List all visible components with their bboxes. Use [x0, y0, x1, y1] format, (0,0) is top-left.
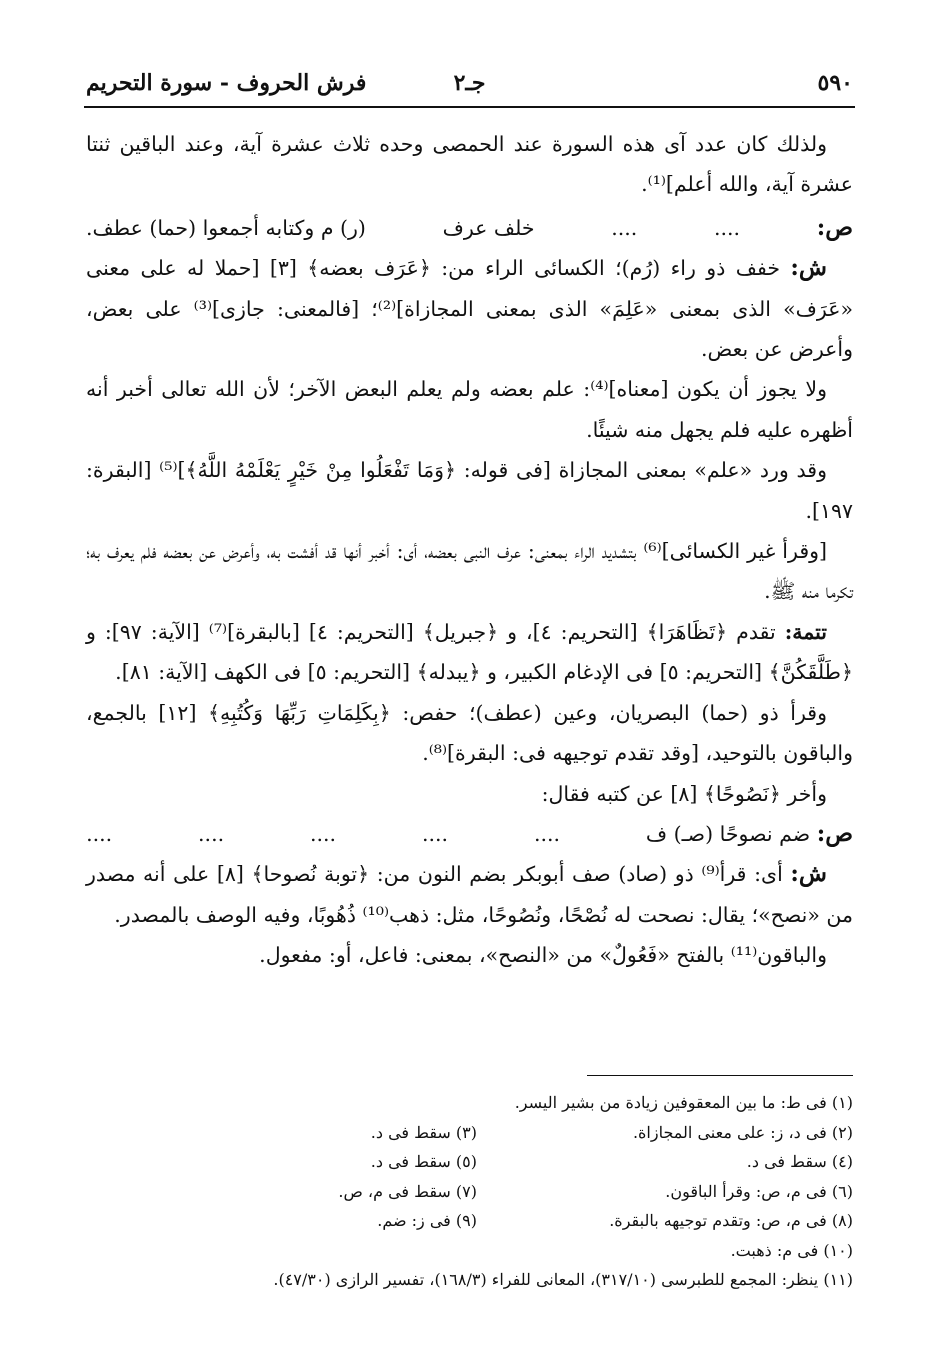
verse-part: ضم نصوحًا (صـ) ف [645, 821, 811, 846]
verse-part: خلف عرف [442, 215, 535, 240]
tatimma-text: تقدم ﴿تَظَاهَرَا﴾ [التحريم: ٤]، و ﴿جبريل﴾ [التحريم: ٤] [بالبقرة]⁽⁷⁾ [الآية: ٩٧]: و ﴿طَلَّقَكُنَّ﴾ [التحريم: ٥] فى الإدغام الكبير، و ﴿يبدله﴾ [التحريم: ٥] فى الكهف [الآية: ٨١]. [86, 619, 853, 685]
footnote-rule [587, 1075, 853, 1076]
verse-part-first [646, 814, 853, 854]
footnote-row [86, 1206, 853, 1236]
verse-marker: ص: [816, 213, 853, 241]
paragraph: وقرأ ذو (حما) البصريان، وعين (عطف)؛ حفص: ﴿بِكَلِمَاتِ رَبِّهَا وَكُتُبِهِ﴾ [١٢] بالجمع، والباقون بالتوحيد، [وقد تقدم توجيهه فى: البقرة]⁽⁸⁾. [86, 700, 853, 766]
verse-line [86, 208, 853, 248]
footnote-row [86, 1088, 853, 1118]
verse-part: .... [533, 821, 561, 846]
footnote-row [86, 1265, 853, 1295]
paragraph: ولذلك كان عدد آى هذه السورة عند الحمصى وحده ثلاث عشرة آية، وعند الباقين ثنتا عشرة آية، والله أعلم]⁽¹⁾. [86, 132, 853, 197]
footnote: (٧) سقط فى م، ص. [338, 1181, 477, 1201]
verse-part: .... [421, 821, 449, 846]
paragraph: وقد ورد «علم» بمعنى المجازاة [فى قوله: ﴿وَمَا تَفْعَلُوا مِنْ خَيْرٍ يَعْلَمْهُ اللَّهُ﴾]⁽⁵⁾ [البقرة: ١٩٧]. [86, 458, 853, 523]
running-header [86, 70, 853, 104]
footnotes [86, 1088, 853, 1295]
paragraph: والباقون⁽¹¹⁾ بالفتح «فَعُولٌ» من «النصح»، بمعنى: فاعل، أو: مفعول. [259, 943, 827, 968]
footnote: (٩) فى ز: ضم. [377, 1211, 477, 1230]
main-text [86, 124, 853, 976]
footnote: (١١) ينظر: المجمع للطبرسى (٣١٧/١٠)، المعانى للفراء (١٦٨/٣)، تفسير الرازى (٤٧/٣٠). [273, 1270, 853, 1289]
tatimma-paragraph [86, 612, 853, 693]
footnote-row [86, 1236, 853, 1266]
header-rule [84, 106, 855, 108]
footnote: (٨) فى م، ص: وتقدم توجيهه بالبقرة. [609, 1211, 853, 1230]
verse-part: .... [713, 215, 741, 240]
commentary-text: خفف ذو راء (رُم)؛ الكسائى الراء من: ﴿عَرَف بعضه﴾ [٣] [حملا له على معنى «عَرَف» الذى بمعنى «عَلِمَ» الذى بمعنى المجازاة]⁽²⁾؛ [فالمعنى: جازى]⁽³⁾ على بعض، وأعرض عن بعض. [86, 256, 853, 362]
page-number: ٥٩٠ [817, 70, 853, 96]
verse-part: .... [198, 821, 225, 846]
verse-marker: ص: [816, 819, 853, 847]
footnote-row [86, 1177, 853, 1207]
footnote: (٥) سقط فى د. [370, 1152, 477, 1171]
paragraph: وأخر ﴿نَصُوحًا﴾ [٨] عن كتبه فقال: [541, 781, 827, 806]
footnote: (٤) سقط فى د. [746, 1152, 853, 1171]
commentary-paragraph [86, 248, 853, 369]
verse-part: .... [611, 215, 638, 240]
paragraph: [وقرأ غير الكسائى]⁽⁶⁾ بتشديد الراء بمعنى: عرف النبى بعضه، أى: أخبر أنها قد أفشت به، وأعرض عن بعضه فلم يعرف به؛ تكرما منه ﷺ. [86, 539, 853, 604]
verse-part: .... [310, 821, 337, 846]
footnote-row [86, 1118, 853, 1148]
footnote: (١٠) فى م: ذهبت. [730, 1240, 853, 1260]
footnote-row [86, 1147, 853, 1177]
paragraph: ولا يجوز أن يكون [معناه]⁽⁴⁾: علم بعضه ولم يعلم البعض الآخر؛ لأن الله تعالى أخبر أنه أظهره عليه فلم يجهل منه شيئًا. [86, 377, 853, 442]
footnote: (٣) سقط فى د. [370, 1122, 477, 1142]
commentary-marker: ش: [790, 254, 827, 282]
verse-part: .... [86, 821, 113, 846]
volume-label: جـ٢ [453, 70, 486, 96]
footnote: (٢) فى د، ز: على معنى المجازاة. [632, 1122, 853, 1142]
commentary-marker: ش: [790, 860, 827, 888]
footnote: (٦) فى م، ص: وقرأ الباقون. [665, 1181, 853, 1201]
verse-part: (ر) م وكتابه أجمعوا (حما) عطف. [86, 215, 366, 240]
commentary-paragraph [86, 854, 853, 935]
section-title: فرش الحروف - سورة التحريم [86, 70, 367, 96]
commentary-text: أى: قرأ⁽⁹⁾ ذو (صاد) صف أبوبكر بضم النون من: ﴿توبة نُصوحا﴾ [٨] على أنه مصدر من «نصح»؛ يقال: نصحت له نُصْحًا، ونُصُوحًا، مثل: ذهب⁽¹⁰⁾ ذُهُوبًا، وفيه الوصف بالمصدر. [86, 862, 853, 927]
tatimma-label: تتمة: [784, 619, 827, 644]
footnote: (١) فى ط: ما بين المعقوفين زيادة من بشير اليسر. [514, 1093, 853, 1112]
verse-line [86, 814, 853, 854]
